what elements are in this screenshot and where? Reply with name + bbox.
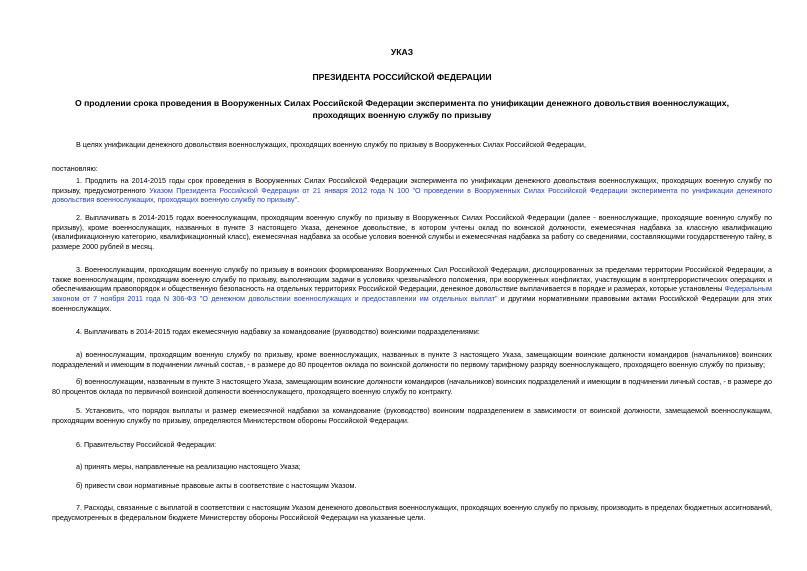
paragraph-postanovlyau: постановляю: (52, 164, 98, 173)
document-subtitle: О продлении срока проведения в Вооруженных Силах Российской Федерации эксперимента по унификации денежного довольствия военнослужащих, проходящих военную службу по призыву (75, 98, 729, 121)
paragraph-4b: б) военнослужащим, названным в пункте 3 настоящего Указа, замещающим воинские должности командиров (начальников) воинских подразделений и имеющим в подчинении личный состав, - в размере до 80 процентов оклада по первичной воинской должности военнослужащего, проходящего военную службу по контракту. (52, 377, 772, 396)
paragraph-intro: В целях унификации денежного довольствия военнослужащих, проходящих военную службу по призыву в Вооруженных Силах Российской Федерации, (76, 140, 586, 149)
paragraph-5: 5. Установить, что порядок выплаты и размер ежемесячной надбавки за командование (руководство) воинским подразделением в зависимости от воинской должности, замещаемой военнослужащим, проходящим военную службу по призыву, определяются Министерством обороны Российской Федерации. (52, 406, 772, 425)
link-ukaz-100[interactable]: Указом Президента Российской Федерации от 21 января 2012 года N 100 "О проведении в Вооруженных Силах Российской Федерации эксперимента по унификации денежного довольствия военнослужащих, проходящих военную службу по призыву" (52, 185, 772, 205)
paragraph-1 (52, 176, 772, 205)
paragraph-4: 4. Выплачивать в 2014-2015 годах ежемесячную надбавку за командование (руководство) воинскими подразделениями: (76, 327, 480, 336)
document-title-ukaz: УКАЗ (390, 47, 414, 57)
link-federal-law-306[interactable]: Федеральным законом от 7 ноября 2011 года N 306-ФЗ "О денежном довольствии военнослужащих и предоставлении им отдельных выплат" (52, 284, 772, 304)
paragraph-6b: б) привести свои нормативные правовые акты в соответствие с настоящим Указом. (76, 481, 357, 490)
paragraph-3-end: и другими нормативными правовыми актами Российской Федерации для этих военнослужащих. (52, 294, 772, 313)
document-title-president: ПРЕЗИДЕНТА РОССИЙСКОЙ ФЕДЕРАЦИИ (312, 72, 492, 82)
paragraph-1-end: . (297, 195, 300, 205)
paragraph-3 (52, 265, 772, 314)
paragraph-1-text: 1. Продлить на 2014-2015 годы срок проведения в Вооруженных Силах Российской Федерации эксперимента по унификации денежного довольствия военнослужащих, проходящих военную службу по призыву, предусмотренного (52, 176, 772, 195)
paragraph-3-text: 3. Военнослужащим, проходящим военную службу по призыву в воинских формированиях Вооруженных Сил Российской Федерации, дислоцированных за пределами территории Российской Федерации, а также военнослужащим, проходящим военную службу по призыву, выполняющим задачи в условиях чрезвычайного положения, при вооруженных конфликтах, участвующим в контртеррористических операциях и обеспечивающим правопорядок и общественную безопасность на отдельных территориях Российской Федерации, денежное довольствие выплачивается в порядке и размерах, которые установлены (52, 265, 772, 294)
paragraph-6a: а) принять меры, направленные на реализацию настоящего Указа; (76, 462, 301, 471)
paragraph-7: 7. Расходы, связанные с выплатой в соответствии с настоящим Указом денежного довольствия военнослужащих, проходящих военную службу по призыву, производить в пределах бюджетных ассигнований, предусмотренных в федеральном бюджете Министерству обороны Российской Федерации на указанные цели. (52, 503, 772, 522)
paragraph-4a: а) военнослужащим, проходящим военную службу по призыву, кроме военнослужащих, названных в пункте 3 настоящего Указа, замещающим воинские должности командиров (начальников) воинских подразделений и имеющим в подчинении личный состав, - в размере до 80 процентов оклада по воинской должности по первому тарифному разряду военнослужащего, проходящего военную службу по призыву; (52, 350, 772, 369)
paragraph-6: 6. Правительству Российской Федерации: (76, 440, 217, 449)
paragraph-2: 2. Выплачивать в 2014-2015 годах военнослужащим, проходящим военную службу по призыву в Вооруженных Силах Российской Федерации (далее - военнослужащие, проходящие военную службу по призыву), кроме военнослужащих, названных в пункте 3 настоящего Указа, денежное довольствие, в котором учтены оклад по воинской должности, ежемесячная надбавка за классную квалификацию (квалификационную категорию, квалификационный класс), ежемесячная надбавка за особые условия военной службы и ежемесячная надбавка за работу со сведениями, составляющими государственную тайну, в размере 2000 рублей в месяц. (52, 213, 772, 252)
